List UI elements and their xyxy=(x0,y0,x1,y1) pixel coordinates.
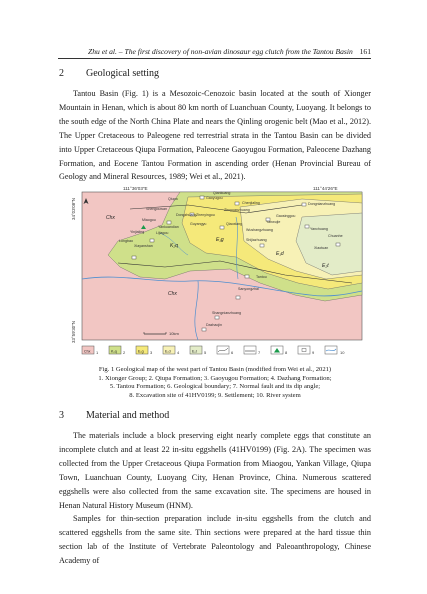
legend-number: 7 xyxy=(258,350,261,355)
section-number: 2 xyxy=(59,68,64,79)
legend-number: 3 xyxy=(150,350,153,355)
place-label: Qiupa xyxy=(168,197,178,201)
place-label: Sanyongzhai xyxy=(238,287,259,291)
place-label: Chuanhe xyxy=(328,234,343,238)
place-label: Longbao xyxy=(119,239,133,243)
place-label: Qiaoxiang xyxy=(226,222,243,226)
settlement-marker xyxy=(150,239,154,242)
place-label: Wushangzhuang xyxy=(246,228,273,232)
place-label: Tantou xyxy=(256,275,267,279)
place-label: Guyangyu xyxy=(190,222,207,226)
place-label: Zhenyingou xyxy=(196,213,215,217)
section-number: 3 xyxy=(59,410,64,421)
unit-code-e2t: E₂t xyxy=(322,263,329,269)
place-label: Yinjialing xyxy=(130,230,145,234)
settlement-marker xyxy=(215,316,219,319)
place-label: Gaoyugou xyxy=(206,196,223,200)
legend-swatch-boundary xyxy=(217,346,229,354)
legend-code: E₁d xyxy=(165,349,171,354)
coord-left-top: 34°03′08″N xyxy=(71,198,76,220)
paragraph: Samples for thin-section preparation include in-situ eggshells from the clutch and scattered eggshells from the same site. Thin sections were prepared at the hard tissue thin section lab of the Institute of Vertebrate Paleontology and Paleoanthropology, Chinese Academy of xyxy=(59,514,371,566)
paragraph: The materials include a block preserving eight nearly complete eggs that constitute an incomplete clutch and at least 22 in-situ eggshells (41HV0199) (Fig. 2A). The specimen was collected from the Upper Cretaceous Qiupa Formation from Miaogou, Yankan Village, Qiupa Town, Luanchuan County, Luoyang City, Henan Province, China. Numerous scattered eggshells were also collected from the same excavation site. The specimens are housed in Henan Natural History Museum (HNM). xyxy=(59,431,371,510)
place-label: Miaogou xyxy=(142,218,156,222)
caption-line: Fig. 1 Geological map of the west part of Tantou Basin (modified from Wei et al., 2021) xyxy=(98,366,332,373)
legend-code: E₂t xyxy=(192,349,197,354)
legend-code: E₁g xyxy=(138,349,144,354)
legend-number: 4 xyxy=(177,350,180,355)
unit-code-e1g: E₁g xyxy=(216,237,224,243)
place-label: Xiayanshan xyxy=(134,244,153,248)
legend-swatch-fault xyxy=(244,346,256,354)
section-title: Material and method xyxy=(86,410,170,421)
legend-code: K₂q xyxy=(111,349,117,354)
place-label: Yanwujie xyxy=(266,220,281,224)
caption-line: 8. Excavation site of 41HV0199; 9. Settlement; 10. River system xyxy=(129,391,301,399)
legend-number: 1 xyxy=(96,350,99,355)
place-label: Gaosinggou xyxy=(276,214,296,218)
settlement-symbol-icon xyxy=(302,349,306,352)
legend-code: Chx xyxy=(84,349,91,354)
running-title: Zhu et al. – The first discovery of non-avian dinosaur egg clutch from the Tantou Basin xyxy=(88,47,353,56)
unit-code-chx: Chx xyxy=(106,215,115,221)
section-3-body xyxy=(59,429,371,568)
settlement-marker xyxy=(167,221,171,224)
legend-number: 5 xyxy=(204,350,207,355)
place-label: Shangnianzhuang xyxy=(212,311,241,315)
settlement-marker xyxy=(200,196,204,199)
legend-number: 8 xyxy=(285,350,288,355)
place-label: Chenjialing xyxy=(242,201,260,205)
caption-line: 5. Tantou Formation; 6. Geological boundary; 7. Normal fault and its dip angle; xyxy=(109,383,321,391)
place-label: Lijiagou xyxy=(156,231,169,235)
figure-1-caption xyxy=(59,366,371,400)
page-number: 161 xyxy=(359,47,371,56)
section-heading-2 xyxy=(59,68,159,79)
place-label: Yankuandian xyxy=(158,225,179,229)
legend-number: 2 xyxy=(123,350,126,355)
paragraph: Tantou Basin (Fig. 1) is a Mesozoic-Cenozoic basin located at the south of Xionger Mountain in Henan, which is about 80 km north of Luanchuan County, Luoyang. It belongs to the south edge of the North China Plate and nears the Qinling orogenic belt (Mao et al., 2012). The Upper Cretaceous to Paleogene red terrestrial strata in the Tantou Basin can be divided into Upper Cretaceous Qiupa Formation, Paleocene Gaoyugou Formation, Paleocene Dazhang Formation, and Eocene Tantou Formation in ascending order (Henan Provincial Bureau of Geology and Mineral Resources, 1989; Wei et al., 2021). xyxy=(59,89,371,182)
place-label: Shijiazhuang xyxy=(246,238,267,242)
settlement-marker xyxy=(260,244,264,247)
unit-code-e1d: E₁d xyxy=(276,251,284,257)
place-label: Dazhaojin xyxy=(206,323,222,327)
geological-map xyxy=(70,183,366,363)
place-label: Shengouwan xyxy=(146,207,167,211)
unit-code-chx: Chx xyxy=(168,291,177,297)
coord-left-bottom: 33°59′30″N xyxy=(71,321,76,343)
legend-number: 10 xyxy=(340,350,345,355)
settlement-marker xyxy=(202,328,206,331)
settlement-marker xyxy=(132,256,136,259)
caption-line: 1. Xionger Group; 2. Qiupa Formation; 3. Gaoyugou Formation; 4. Dazhang Formation; xyxy=(98,374,332,382)
legend-number: 6 xyxy=(231,350,234,355)
figure-1 xyxy=(70,183,366,368)
unit-code-k2q: K₂q xyxy=(170,243,179,249)
place-label: Qiankuang xyxy=(213,191,231,195)
coord-top-left: 111°36′03″E xyxy=(123,186,148,191)
section-2-body xyxy=(59,87,371,184)
header-rule xyxy=(58,58,371,59)
section-heading-3 xyxy=(59,410,169,421)
place-label: Yanchuang xyxy=(310,227,328,231)
place-label: Dongnianzhuang xyxy=(308,202,336,206)
settlement-marker xyxy=(302,203,306,206)
section-title: Geological setting xyxy=(86,68,160,79)
place-label: Zhuyuanzhuang xyxy=(224,208,250,212)
place-label: Dongzhuang xyxy=(176,213,197,217)
scale-label: 10km xyxy=(169,331,179,336)
settlement-marker xyxy=(336,243,340,246)
settlement-marker xyxy=(245,275,249,278)
settlement-marker xyxy=(236,296,240,299)
legend-number: 9 xyxy=(312,350,315,355)
settlement-marker xyxy=(235,202,239,205)
place-label: Xiaotuan xyxy=(314,246,329,250)
settlement-marker xyxy=(305,225,309,228)
map-legend xyxy=(82,346,345,355)
settlement-marker xyxy=(220,226,224,229)
coord-top-right: 111°44′26″E xyxy=(313,186,338,191)
